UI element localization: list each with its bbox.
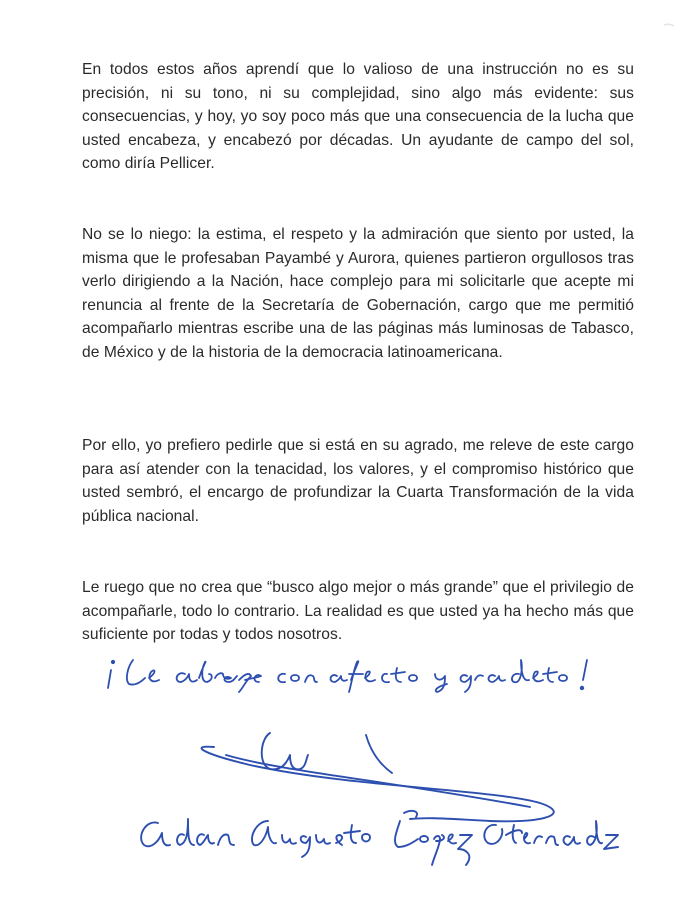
paragraph-2: No se lo niego: la estima, el respeto y la admiración que siento por usted, la misma que le profesaban Payambé y Aurora, quienes partieron orgullosos tras verlo dirigiendo a la Nación, hace complejo para mi solicitarle que acepte mi renuncia al frente de la Secretaría de Gobernación, cargo que me permitió acompañarlo mientras escribe una de las páginas más luminosas de Tabasco, de México y de la historia de la democracia latinoamericana.: [82, 226, 634, 361]
paragraph-3: Por ello, yo prefiero pedirle que si está en su agrado, me releve de este cargo para así atender con la tenacidad, los valores, y el compromiso histórico que usted sembró, el encargo de profundizar la Cuarta Transformación de la vida pública nacional.: [82, 437, 634, 525]
signature: [130, 725, 630, 875]
paragraph-4: Le ruego que no crea que “busco algo mejor o más grande” que el privilegio de acompañarle, todo lo contrario. La realidad es que usted ya ha hecho más que suficiente por todas y todos nosotros.: [82, 579, 634, 643]
handwritten-closing: [105, 648, 595, 696]
corner-mark-icon: [662, 22, 676, 34]
paragraph-1: En todos estos años aprendí que lo valioso de una instrucción no es su precisión, ni su tono, ni su complejidad, sino algo más evidente: sus consecuencias, y hoy, yo soy poco más que una consecuencia de la lucha que usted encabeza, y encabezó por décadas. Un ayudante de campo del sol, como diría Pellicer.: [82, 61, 634, 172]
